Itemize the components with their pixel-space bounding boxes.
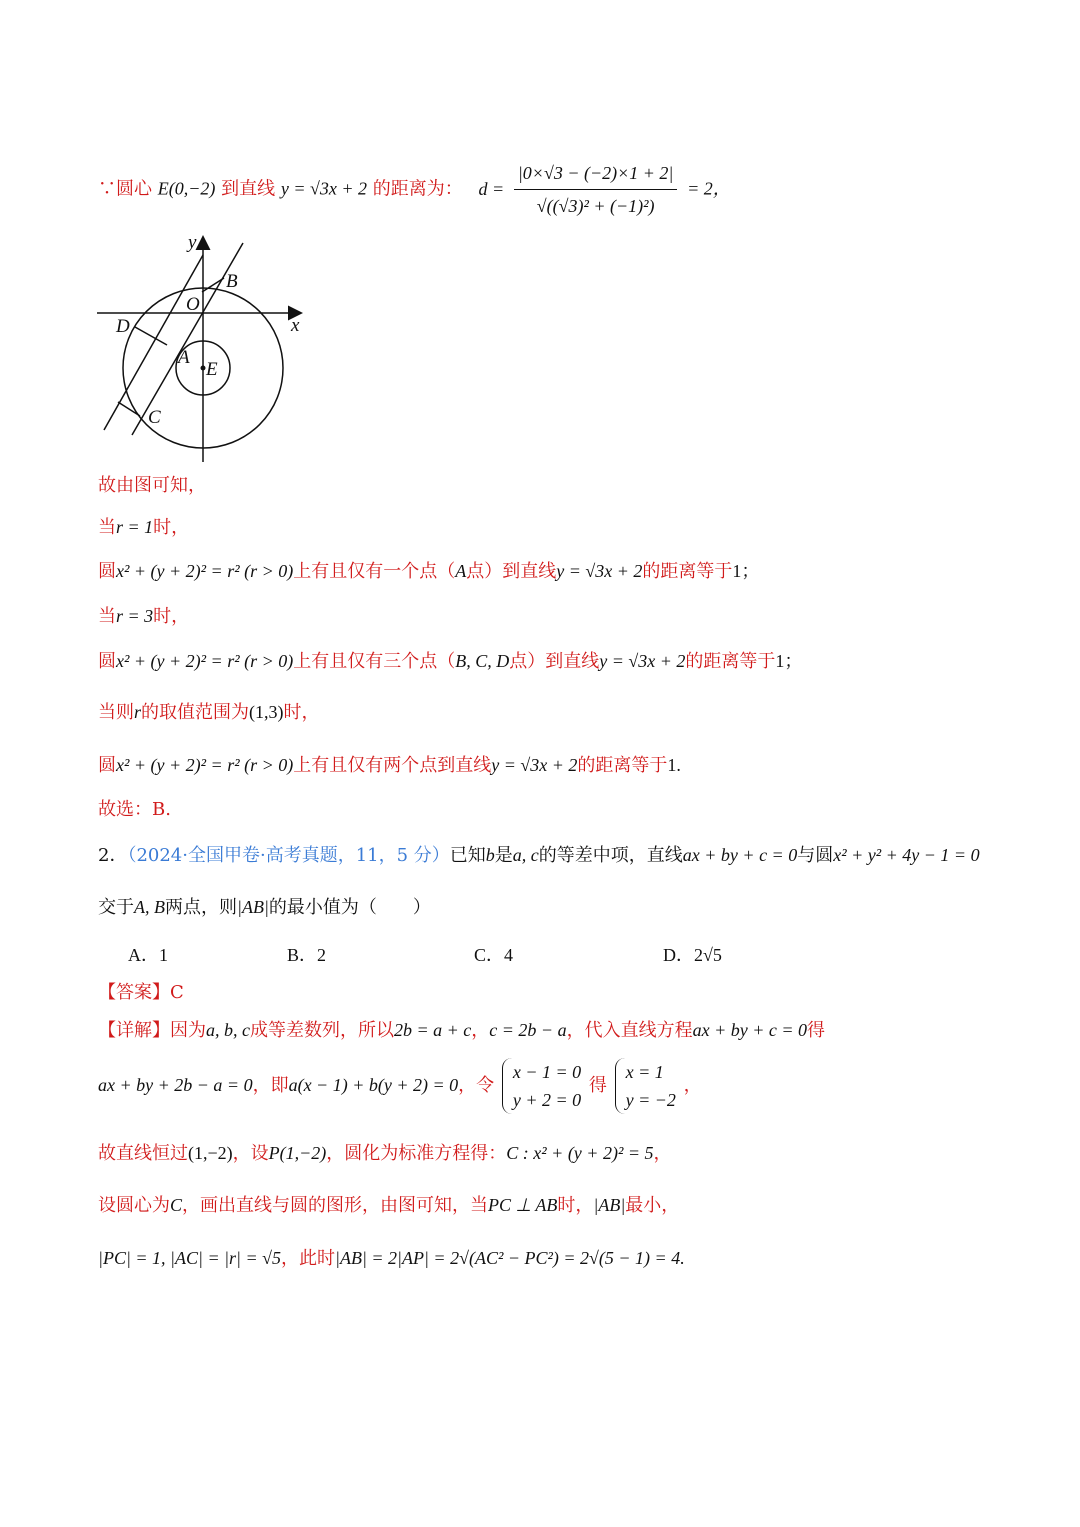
fraction-denominator: √((√3)² + (−1)²) (536, 196, 655, 216)
fraction-numerator: |0×√3 − (−2)×1 + 2| (514, 160, 678, 190)
circle-three-points-line: 圆x² + (y + 2)² = r² (r > 0)上有且仅有三个点（B, C, D点）到直线y = √3x + 2的距离等于1； (98, 651, 803, 672)
case-r1-line: 当r = 1时， (98, 517, 190, 538)
case-r3-line: 当r = 3时， (98, 606, 190, 627)
question-number: 2． (98, 845, 128, 866)
range-line: 当则r的取值范围为(1,3)时， (98, 702, 320, 723)
label-b: B (226, 271, 238, 292)
perp-c (118, 402, 140, 416)
question-2-line1: 2．（2024·全国甲卷·高考真题，11，5 分）已知b是a, c的等差中项，直线ax + by + c = 0与圆x² + y² + 4y − 1 = 0 (98, 845, 980, 866)
option-c: C．4 (474, 945, 514, 965)
detail-line1: 【详解】因为a, b, c成等差数列，所以2b = a + c，c = 2b − a，代入直线方程ax + by + c = 0得 (98, 1020, 826, 1041)
detail-line4: 设圆心为C，画出直线与圆的图形，由图可知，当PC ⊥ AB时，|AB|最小， (98, 1195, 680, 1216)
option-b: B．2 (287, 945, 327, 965)
label-e: E (206, 359, 218, 380)
circle-one-point-line: 圆x² + (y + 2)² = r² (r > 0)上有且仅有一个点（A点）到直线y = √3x + 2的距离等于1； (98, 561, 760, 582)
option-d: D．2√5 (663, 945, 722, 965)
label-x: x (291, 315, 300, 336)
detail-line3: 故直线恒过(1,−2)，设P(1,−2)，圆化为标准方程得：C : x² + (y + 2)² = 5， (98, 1143, 672, 1164)
detail-line2: ax + by + 2b − a = 0，即a(x − 1) + b(y + 2) = 0，令 x − 1 = 0 y + 2 = 0 得 x = 1 y = −2 ， (98, 1058, 702, 1118)
since-text: ∵圆心 (98, 178, 152, 200)
answer-line: 【答案】C (98, 982, 184, 1003)
label-y: y (188, 232, 197, 253)
perp-d (135, 327, 167, 345)
label-c: C (148, 407, 161, 428)
distance-line (98, 160, 731, 220)
d-lhs: d = (478, 178, 505, 199)
center-e: E(0,−2) (157, 178, 216, 199)
choose-b-line: 故选：B. (98, 799, 171, 820)
label-a: A (178, 347, 190, 368)
system-equations: x − 1 = 0 y + 2 = 0 (502, 1058, 581, 1114)
to-line-text: 到直线 (221, 178, 276, 200)
option-a: A．1 (128, 945, 168, 965)
d-rhs: = 2， (687, 178, 731, 199)
system-solution: x = 1 y = −2 (615, 1058, 676, 1114)
center-dot (201, 366, 206, 371)
distance-fraction (514, 160, 678, 219)
circle-figure (92, 230, 322, 470)
question-2-line2: 交于A, B两点，则|AB|的最小值为（ ） (98, 897, 431, 918)
label-o: O (186, 294, 200, 315)
conclusion-line: 故由图可知， (98, 475, 206, 496)
line-lower (104, 255, 203, 430)
label-d: D (116, 316, 130, 337)
distance-is-text: 的距离为： (372, 178, 463, 200)
circle-two-points-line: 圆x² + (y + 2)² = r² (r > 0)上有且仅有两个点到直线y = √3x + 2的距离等于1. (98, 755, 681, 776)
line-eq: y = √3x + 2 (280, 178, 367, 199)
question-source: （2024·全国甲卷·高考真题，11，5 分） (127, 845, 450, 866)
detail-line5: |PC| = 1, |AC| = |r| = √5，此时|AB| = 2|AP| = 2√(AC² − PC²) = 2√(5 − 1) = 4. (98, 1248, 685, 1269)
